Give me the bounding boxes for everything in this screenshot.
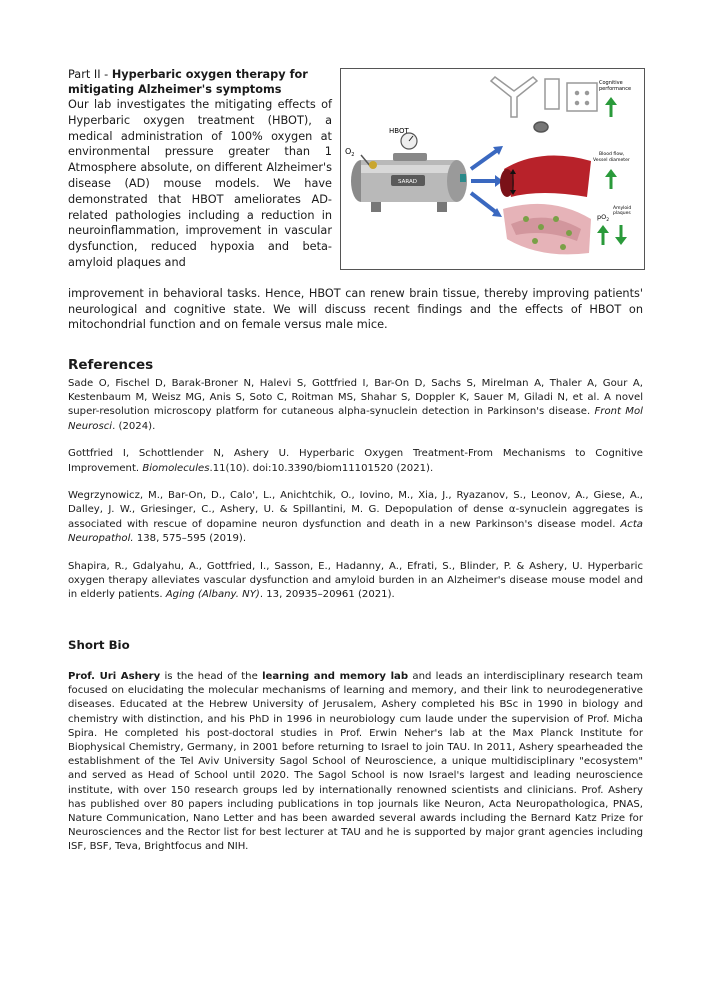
references-heading: References xyxy=(68,357,154,373)
reference-journal: Biomolecules xyxy=(142,462,210,474)
bio-text-1: is the head of the xyxy=(160,671,263,682)
blue-arrows xyxy=(471,146,503,217)
part2-body-continued: improvement in behavioral tasks. Hence, HBOT can renew brain tissue, thereby improving patients' neurological and cognitive state. We will discuss recent findings and the effects of HBOT on mitochondrial function and on female versus male mice. xyxy=(68,287,643,332)
reference-journal: Aging (Albany. NY) xyxy=(165,588,260,600)
reference-item xyxy=(68,447,643,475)
bloodflow-label: Blood flow, Vessel diameter xyxy=(593,152,630,163)
reference-item xyxy=(68,489,643,546)
hbot-figure xyxy=(340,68,645,270)
hbot-label: HBOT xyxy=(389,127,409,135)
hbot-figure-svg xyxy=(341,69,644,269)
bio-text-2: and leads an interdisciplinary research team focused on elucidating the molecular mechanisms of learning and memory, and their link to neurodegenerative diseases. Educated at the Hebrew University of Jerusalem, Ashery completed his BSc in 1990 in biology and chemistry with distinction, and his PhD in 1996 in neurobiology cum laude under the supervision of Prof. Micha Spira. He completed his post-doctoral studies in Prof. Erwin Neher's lab at the Max Planck Institute for Biophysical Chemistry, Germany, in 2001 before returning to Israel to join TAU. In 2011, Ashery spearheaded the establishment of the Tel Aviv University Sagol School of Neuroscience, a unique multidisciplinary "ecosystem" and served as Head of School until 2020. The Sagol School is now Israel's largest and leading neuroscience institute, with over 150 research groups led by internationally renowned scientists and clinicians. Prof. Ashery has published over 80 papers including publications in top journals like Neuron, Acta Neuropathologica, PNAS, Nature Communication, Nano Letter and has been awarded several awards including the Bernard Katz Prize for Neurosciences and the Rector list for best lecturer at TAU and he is supported by major grant agencies including ISF, BSF, Teva, Brightfocus and NIH. xyxy=(68,671,643,853)
o2-label-main: O xyxy=(345,147,352,156)
reference-text: Gottfried I, Schottlender N, Ashery U. Hyperbaric Oxygen Treatment-From Mechanisms to Cognitive Improvement. xyxy=(68,448,643,474)
reference-journal: Acta Neuropathol. xyxy=(68,518,643,544)
po2-up-arrow xyxy=(597,225,609,245)
reference-item xyxy=(68,377,643,434)
hbot-chamber-illustration xyxy=(351,133,467,212)
part2-text-column xyxy=(68,68,332,271)
o2-label xyxy=(345,147,354,158)
reference-journal: Front Mol Neurosci xyxy=(68,406,643,432)
reference-text: Sade O, Fischel D, Barak-Broner N, Halevi S, Gottfried I, Bar-On D, Sachs S, Mirelman A, Thaler A, Gour A, Kestenbaum M, Weisz MG, Anis S, Soto C, Roitman MS, Shahar S, Doppler K, Sauer M, Giladi N, et al. A novel super-resolution microscopy platform for cutaneous alpha-synuclein detection in Parkinson's disease. xyxy=(68,378,643,418)
reference-tail: 138, 575–595 (2019). xyxy=(133,532,247,544)
bloodflow-up-arrow xyxy=(605,169,617,189)
bio-lab: learning and memory lab xyxy=(262,671,409,682)
brain-tissue-illustration xyxy=(503,204,591,255)
po2-label-main: pO xyxy=(597,213,607,221)
short-bio-heading: Short Bio xyxy=(68,638,130,652)
reference-text: Wegrzynowicz, M., Bar-On, D., Calo', L., Anichtchik, O., Iovino, M., Xia, J., Ryazanov, S., Leonov, A., Giese, A., Dalley, J. W., Griesinger, C., Ashery, U. & Spillantini, M. G. Depopulation of dense α-synuclein aggregates is associated with rescue of dopamine neuron dysfunction and death in a new Parkinson's disease model. xyxy=(68,490,643,530)
reference-tail: .11(10). doi:10.3390/biom11101520 (2021). xyxy=(209,462,434,474)
part2-title xyxy=(68,68,332,97)
reference-tail: . (2024). xyxy=(112,420,156,432)
po2-label xyxy=(597,213,609,223)
reference-tail: . 13, 20935–20961 (2021). xyxy=(259,588,395,600)
short-bio-text xyxy=(68,670,643,855)
amyloid-label: Amyloid plaques xyxy=(613,206,632,216)
blood-vessel-illustration xyxy=(500,156,591,197)
part2-body-left: Our lab investigates the mitigating effects of Hyperbaric oxygen treatment (HBOT), a medical administration of 100% oxygen at environmental pressure greater than 1 Atmosphere absolute, on different Alzheimer's disease (AD) mouse models. We have demonstrated that HBOT ameliorates AD-related pathologies including a reduction in neuroinflammation, improvement in vascular dysfunction, reduced hypoxia and beta-amyloid plaques and xyxy=(68,98,332,269)
cognitive-label: Cognitive performance xyxy=(599,80,632,92)
reference-text: Shapira, R., Gdalyahu, A., Gottfried, I., Sasson, E., Hadanny, A., Efrati, S., Blinder, P. & Ashery, U. Hyperbaric oxygen therapy alleviates vascular dysfunction and amyloid burden in an Alzheimer's disease mouse model and in elderly patients. xyxy=(68,560,643,600)
o2-label-sub: 2 xyxy=(351,152,355,158)
references-list xyxy=(68,377,643,616)
maze-mouse-illustration xyxy=(491,77,597,132)
po2-label-sub: 2 xyxy=(606,218,610,223)
svg-text:SARAD: SARAD xyxy=(398,179,417,185)
amyloid-down-arrow xyxy=(615,225,627,245)
part2-title-prefix: Part II - xyxy=(68,68,112,81)
bio-name: Prof. Uri Ashery xyxy=(68,671,161,682)
cognitive-up-arrow xyxy=(605,97,617,117)
reference-item xyxy=(68,560,643,603)
part2-title-bold: Hyperbaric oxygen therapy for mitigating Alzheimer's symptoms xyxy=(68,68,308,96)
